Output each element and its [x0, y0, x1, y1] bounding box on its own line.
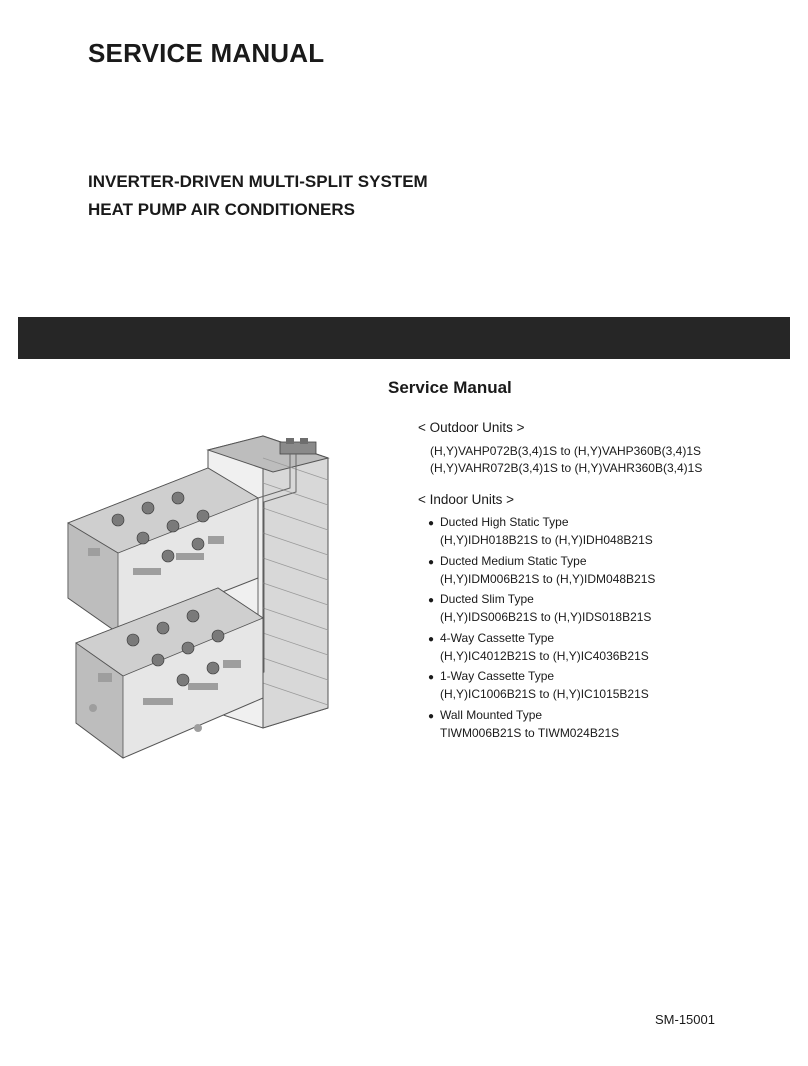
unit-models: TIWM006B21S to TIWM024B21S	[440, 725, 620, 740]
unit-models: (H,Y)IDH018B21S to (H,Y)IDH048B21S	[440, 533, 653, 547]
unit-type: Ducted High Static Type	[440, 515, 569, 529]
outdoor-model-line: (H,Y)VAHP072B(3,4)1S to (H,Y)VAHP360B(3,4)1S	[430, 444, 701, 458]
unit-models: (H,Y)IC4012B21S to (H,Y)IC4036B21S	[440, 648, 649, 663]
unit-type: 1-Way Cassette Type	[440, 669, 555, 683]
indoor-units-heading: < Indoor Units >	[418, 492, 515, 507]
section-title: Service Manual	[388, 378, 512, 397]
indoor-units-list	[428, 514, 788, 745]
bullet-icon: ●	[428, 518, 435, 529]
list-item	[428, 707, 788, 741]
subtitle-line-2: HEAT PUMP AIR CONDITIONERS	[88, 200, 355, 219]
outdoor-units-heading: < Outdoor Units >	[418, 420, 525, 435]
black-banner	[18, 317, 790, 359]
unit-type: Ducted Medium Static Type	[440, 553, 587, 568]
bullet-icon: ●	[428, 633, 435, 645]
page-title: SERVICE MANUAL	[88, 38, 325, 68]
list-item	[428, 514, 788, 548]
bullet-icon: ●	[428, 556, 435, 568]
bullet-icon: ●	[428, 672, 435, 683]
bullet-icon: ●	[428, 710, 435, 722]
document-number: SM-15001	[655, 1012, 715, 1027]
unit-models: (H,Y)IDM006B21S to (H,Y)IDM048B21S	[440, 571, 656, 586]
unit-models: (H,Y)IDS006B21S to (H,Y)IDS018B21S	[440, 610, 652, 624]
bullet-icon: ●	[428, 595, 435, 606]
unit-models: (H,Y)IC1006B21S to (H,Y)IC1015B21S	[440, 687, 649, 701]
subtitle-line-1: INVERTER-DRIVEN MULTI-SPLIT SYSTEM	[88, 172, 428, 191]
unit-type: Wall Mounted Type	[440, 707, 543, 722]
list-item	[428, 668, 788, 702]
unit-type: Ducted Slim Type	[440, 592, 534, 606]
unit-type: 4-Way Cassette Type	[440, 630, 555, 645]
outdoor-model-line: (H,Y)VAHR072B(3,4)1S to (H,Y)VAHR360B(3,4)1S	[430, 461, 703, 475]
list-item	[428, 553, 788, 587]
building-illustration	[58, 428, 350, 778]
list-item	[428, 630, 788, 664]
list-item	[428, 591, 788, 625]
